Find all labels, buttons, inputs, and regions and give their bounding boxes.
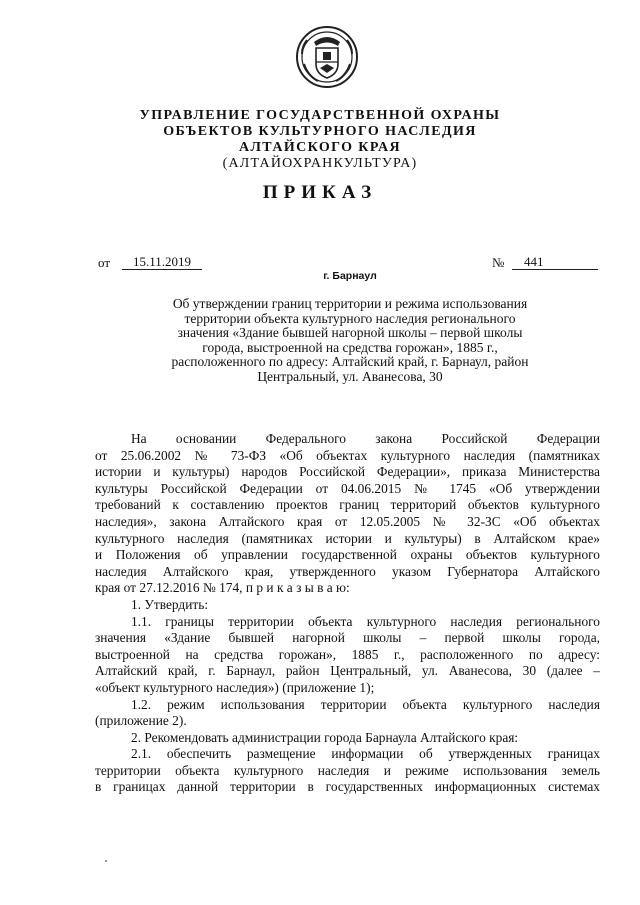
org-name-line-1: УПРАВЛЕНИЕ ГОСУДАРСТВЕННОЙ ОХРАНЫ [139,108,501,123]
document-type: ПРИКАЗ [262,182,378,203]
body-line: 1. Утвердить: [131,596,209,612]
org-name-line-3: АЛТАЙСКОГО КРАЯ [238,140,402,155]
order-subject [130,297,570,384]
scan-speck [105,860,107,862]
body-line: Алтайский край, г. Барнаул, район Центральный, ул. Аванесова, 30 (далее – [95,663,600,679]
order-date: 15.11.2019 [122,254,202,270]
body-line: и Положения об управлении государственной охраны объектов культурного [95,547,600,563]
order-number: 441 [512,254,598,270]
body-line: края от 27.12.2016 № 174, п р и к а з ы в а ю: [95,580,350,596]
subject-line: территории объекта культурного наследия регионального [184,310,516,326]
order-body [95,431,600,796]
coat-of-arms-icon [294,24,360,90]
city: г. Барнаул [323,270,377,282]
org-name-line-2: ОБЪЕКТОВ КУЛЬТУРНОГО НАСЛЕДИЯ [163,124,477,139]
body-line: от 25.06.2002 № 73-ФЗ «Об объектах культурного наследия (памятниках [95,447,600,463]
body-line: требований к составлению проектов границ территорий объектов культурного [95,497,600,513]
body-line: культурного наследия (памятниках истории и культуры) в Алтайском крае» [95,530,600,546]
org-short-name: (АЛТАЙОХРАНКУЛЬТУРА) [222,156,418,171]
subject-line: Об утверждении границ территории и режима использования [172,296,528,311]
body-line: выстроенной на средства горожан», 1885 г., расположенного по адресу: [95,646,600,662]
body-line: наследия Алтайского края, утвержденного указом Губернатора Алтайского [95,563,600,579]
subject-line: города, выстроенной на средства горожан», 1885 г., [202,339,498,355]
body-line: 1.1. границы территории объекта культурного наследия регионального [131,613,600,629]
body-line: культуры Российской Федерации от 04.06.2015 № 1745 «Об утверждении [95,480,600,496]
body-line: 2.1. обеспечить размещение информации об утвержденных границах [131,746,600,762]
body-line: (приложение 2). [95,713,187,729]
date-label: от [98,255,111,270]
subject-line: расположенного по адресу: Алтайский край, г. Барнаул, район [171,354,529,369]
body-line: в границах данной территории в государственных информационных системах [95,779,600,795]
body-line: На основании Федерального закона Российской Федерации [131,431,600,446]
body-line: истории и культуры) народов Российской Федерации», приказа Министерства [95,464,600,480]
body-line: «объект культурного наследия») (приложение 1); [95,679,375,695]
body-line: территории объекта культурного наследия и режиме использования земель [95,762,600,778]
body-line: наследия», закона Алтайского края от 12.05.2005 № 32-ЗС «Об объектах [95,513,600,529]
number-label: № [492,255,505,270]
body-line: 1.2. режим использования территории объекта культурного наследия [131,696,600,712]
subject-line: Центральный, ул. Аванесова, 30 [257,368,443,384]
body-line: значения «Здание бывшей нагорной школы – первой школы города, [95,630,600,646]
body-line: 2. Рекомендовать администрации города Барнаула Алтайского края: [131,729,519,745]
subject-line: значения «Здание бывшей нагорной школы – первой школы [177,325,523,340]
